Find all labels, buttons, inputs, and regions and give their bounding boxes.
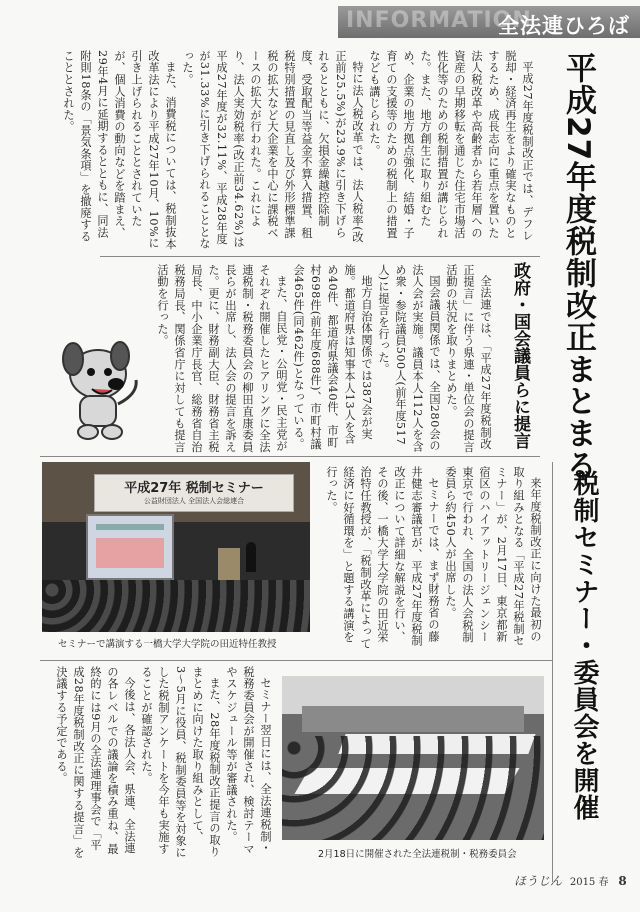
paragraph: また、自民党・公明党・民主党がそれぞれ開催したヒアリングに全法連税制・税務委員会の柳田直康委員長らが出席し、法人会の提言を訴えた。更に、財務副大臣、財務省主税局長、中小企業庁長官、総務省自治税務局長、関係省庁に対しても提言活動を行った。 (156, 264, 288, 453)
issue-label: 2015 春 (569, 877, 609, 888)
divider (100, 256, 540, 257)
page-number: 8 (618, 874, 627, 888)
paragraph: 特に法人税改革では、法人税率(改正前25.5%)が23.9%に引き下げられるとともに、欠損金繰越控除制度、受取配当等益金不算入措置、租税特別措置の見直し及び外形標準課税の拡大など大企業を中心に課税ベースの拡大が行われた。これにより、法人実効税率(改正前34.62%)は平成27年度が32.11%、平成28年度が31.33%に引き下げられることとなった。 (181, 50, 364, 250)
paragraph: 地方自治体関係では387会が実施。都道府県は知事本人13人を含め40件、都道府県議会40件、市町村698件(前年度688件)、市町村議会465件(同462件)となっている。 (292, 264, 373, 451)
seminar-title: 税制セミナー・委員会を開催 (569, 470, 599, 821)
lectern (218, 548, 240, 582)
back-wall (302, 706, 524, 732)
paragraph: 全法連では、「平成27年度税制改正提言」に伴う県連・単位会の提言活動の状況を取りまとめた。 (445, 264, 492, 453)
seminar-banner-line2: 公益財団法人 全国法人会総連合 (143, 497, 245, 505)
divider (40, 660, 552, 661)
banner-ghost-text: INFORMATION (346, 8, 532, 33)
sub-heading: 政府・国会議員らに提言 (510, 262, 530, 449)
divider (40, 456, 540, 457)
magazine-name: ほうじん (514, 874, 563, 888)
section-title: 全法連ひろば (498, 14, 630, 38)
page-footer (514, 872, 627, 889)
section-banner (338, 6, 640, 38)
main-title: 平成27年度税制改正まとまる (560, 52, 596, 482)
seminar-banner-line1: 平成27年 税制セミナー (124, 481, 264, 496)
paragraph: また、消費税については、税制抜本改革法により平成27年10月、10%に引き上げられることとされていたが、個人消費の動向などを踏まえ、29年4月に延期するとともに、同法附則18条の「景気条項」を撤廃することとされた。 (62, 50, 177, 250)
paragraph: 今後は、各法人会、県連、全法連の各レベルでの議論を積み重ね、最終的には9月の全法連理事会で「平成28年度税制改正に関する提言」を決議する予定である。 (55, 666, 136, 859)
seminar-body-lower (48, 666, 274, 862)
committee-photo (282, 676, 544, 840)
paragraph: セミナー翌日には、全法連税制・税務委員会が開催され、検討テーマやスケジュール等が審議された。 (225, 666, 272, 855)
slide-line (96, 524, 164, 530)
mascot-dog-illustration (58, 334, 146, 444)
divider (552, 462, 553, 882)
slide-chart (96, 538, 164, 568)
paragraph: また、28年度税制改正提言の取りまとめに向けた取り組みとして、3〜5月に役員、税制委員等を対象にした税制アンケートを今年も実施することが確認された。 (140, 666, 221, 859)
seminar-photo (42, 462, 310, 632)
projection-screen (86, 514, 174, 580)
audience (42, 580, 310, 632)
paragraph: 平成27年度税制改正では、デフレ脱却・経済再生をより確実なものとするため、成長志向に重点を置いた法人税改革や高齢者から若年層への資産の早期移転を通じた住宅市場活性化等のための税制措置が講じられた。また、地方創生に取り組むため、企業の地方拠点強化、結婚・子育ての支援等のための税制上の措置なども講じられた。 (368, 50, 534, 242)
committee-photo-caption: 2月18日に開催された全法連税制・税務委員会 (318, 849, 517, 860)
attendees (282, 736, 544, 840)
seminar-banner (94, 474, 294, 512)
article-body-col1 (62, 50, 536, 250)
paragraph: 来年度税制改正に向けた最初の取り組みとなる「平成27年税制セミナー」が、2月17日、東京都新宿区のハイアットリージェンシー東京で行われ、全国の法人会税制委員ら約450人が出席した。 (444, 466, 542, 647)
paragraph: セミナーでは、まず財務省の藤井健志審議官が、平成27年度税制改正について詳細な解説を行い、その後、一橋大学大学院の田近栄治特任教授が、「税制改革によって経済に好循環を」と題する講演を行った。 (325, 466, 440, 650)
speaker-figure (246, 542, 256, 572)
seminar-photo-caption: セミナーで講演する一橋大学大学院の田近特任教授 (58, 639, 277, 650)
article-body-col2 (150, 264, 494, 454)
seminar-body-upper (325, 466, 544, 652)
paragraph: 国会議員関係では、全国280会の法人会が実施。議員本人112人を含め衆・参院議員500人(前年度517人)に提言を行った。 (377, 264, 441, 453)
